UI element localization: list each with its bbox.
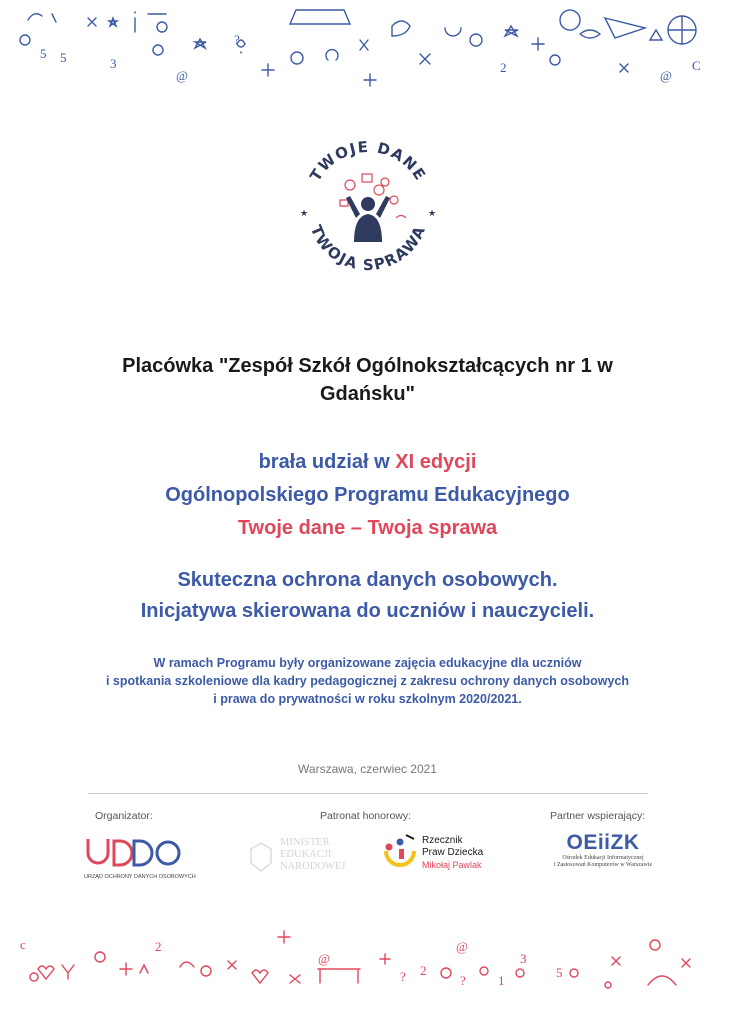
minister-logo xyxy=(246,835,361,879)
svg-text:3: 3 xyxy=(110,56,117,71)
svg-text:1: 1 xyxy=(498,973,505,988)
partner-label: Partner wspierający: xyxy=(550,810,646,822)
description-block xyxy=(0,654,735,708)
svg-text:5: 5 xyxy=(60,50,67,65)
svg-text:C: C xyxy=(692,58,701,73)
oeiizk-logo xyxy=(553,831,653,875)
rpd-line3: Mikołaj Pawlak xyxy=(422,860,482,870)
oeiizk-name: OEiiZK xyxy=(566,831,640,854)
rpd-line1: Rzecznik xyxy=(422,835,463,846)
school-name xyxy=(0,352,735,408)
svg-text:@: @ xyxy=(660,68,672,83)
description-line3: i prawa do prywatności w roku szkolnym 2020/2021. xyxy=(213,692,522,706)
svg-text:TWOJE DANE xyxy=(306,138,430,185)
svg-text:?: ? xyxy=(460,973,466,988)
school-name-line1: Placówka "Zespół Szkół Ogólnokształcących nr 1 w xyxy=(122,355,613,377)
svg-text:5: 5 xyxy=(556,965,563,980)
description-line2: i spotkania szkoleniowe dla kadry pedagogicznej z zakresu ochrony danych osobowych xyxy=(105,674,630,688)
minister-line3: NARODOWEJ xyxy=(280,861,346,872)
svg-text:2: 2 xyxy=(420,963,427,978)
svg-text:2: 2 xyxy=(500,60,507,75)
minister-line2: EDUKACJI xyxy=(280,849,332,860)
bottom-doodle-border xyxy=(0,925,735,1024)
svg-text:@: @ xyxy=(318,951,330,966)
data-icons-cluster xyxy=(340,174,406,218)
organizer-label: Organizator: xyxy=(95,810,153,822)
uodo-caption: URZĄD OCHRONY DANYCH OSOBOWYCH xyxy=(84,874,196,880)
oeiizk-caption2: i Zastosowań Komputerów w Warszawie xyxy=(553,862,653,868)
place-date: Warszawa, czerwiec 2021 xyxy=(298,762,437,776)
edition-text: XI edycji xyxy=(395,451,477,473)
logo-text-bottom: TWOJA SPRAWA xyxy=(306,222,430,275)
svg-text:c: c xyxy=(20,937,26,952)
svg-text:?: ? xyxy=(400,969,406,984)
uodo-logo xyxy=(84,833,196,881)
person-cheering-icon xyxy=(346,196,390,242)
program-slogan: Twoje dane – Twoja sprawa xyxy=(237,517,498,539)
logo-text-top: TWOJE DANE xyxy=(306,137,430,185)
svg-text:★: ★ xyxy=(300,208,309,218)
program-name: Ogólnopolskiego Programu Edukacyjnego xyxy=(165,484,570,506)
rpd-logo xyxy=(380,833,500,877)
svg-text:5: 5 xyxy=(40,46,47,61)
participation-text: brała udział w xyxy=(258,451,396,473)
svg-text:@: @ xyxy=(456,939,468,954)
divider-line xyxy=(88,793,648,794)
twoje-dane-logo xyxy=(290,130,445,285)
school-name-line2: Gdańsku" xyxy=(319,383,416,405)
svg-text:@: @ xyxy=(176,68,188,83)
subtitle-block xyxy=(0,565,735,627)
svg-text:?: ? xyxy=(234,32,240,47)
svg-text:2: 2 xyxy=(155,939,162,954)
patron-label: Patronat honorowy: xyxy=(320,810,412,822)
oeiizk-caption1: Ośrodek Edukacji Informatycznej xyxy=(562,855,644,861)
subtitle-line1: Skuteczna ochrona danych osobowych. xyxy=(177,569,558,591)
subtitle-line2: Inicjatywa skierowana do uczniów i nauczycieli. xyxy=(140,600,595,622)
participation-block xyxy=(0,446,735,545)
description-line1: W ramach Programu były organizowane zajęcia edukacyjne dla uczniów xyxy=(153,656,582,670)
svg-text:★: ★ xyxy=(428,208,437,218)
minister-line1: MINISTER xyxy=(280,837,330,848)
svg-text:3: 3 xyxy=(520,951,527,966)
top-doodle-border xyxy=(0,0,735,95)
rpd-line2: Praw Dziecka xyxy=(422,847,484,858)
